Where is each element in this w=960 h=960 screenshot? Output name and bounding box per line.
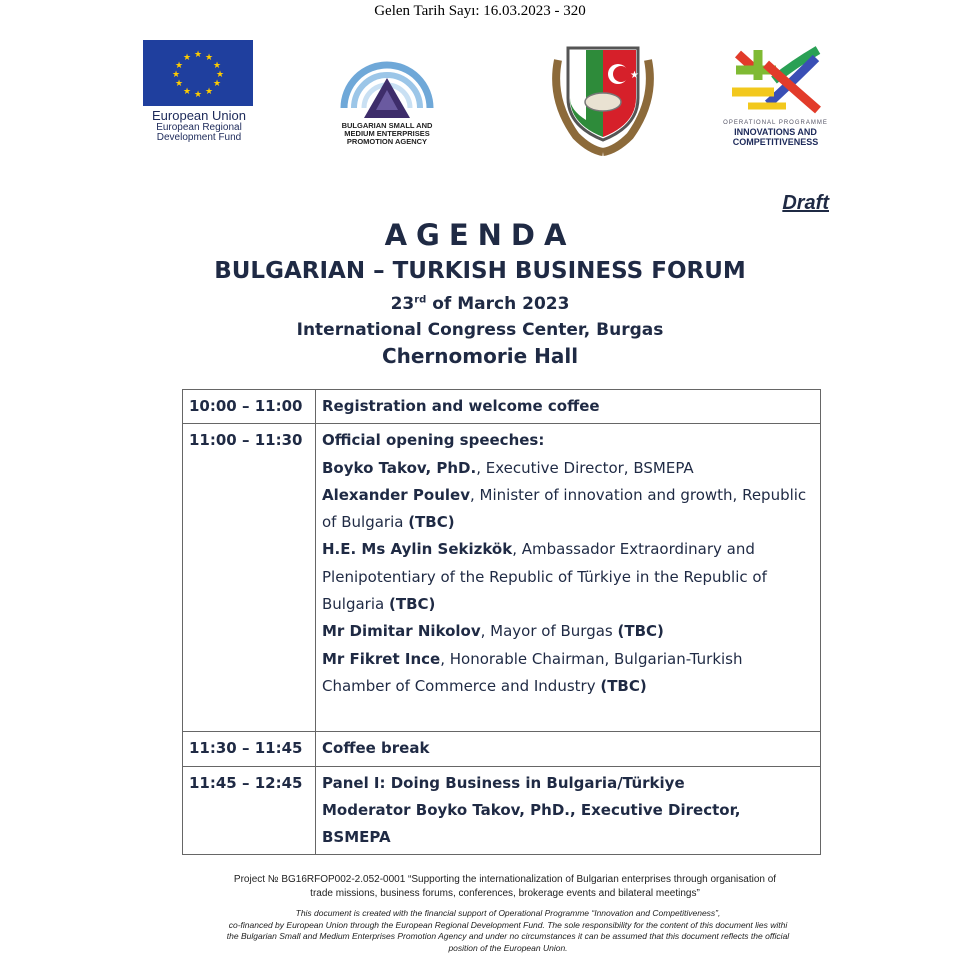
speaker-name: Mr Fikret Ince — [322, 649, 441, 668]
eu-logo-caption — [140, 109, 258, 144]
table-row — [183, 766, 821, 855]
disclaimer-line1: This document is created with the financial support of Operational Programme “Innovation and Competitiveness”, — [295, 908, 721, 918]
tbc-label: (TBC) — [408, 513, 455, 532]
chamber-emblem-logo — [546, 40, 660, 156]
speaker-1 — [322, 455, 814, 482]
speaker-3-cont2 — [322, 591, 814, 618]
speaker-role: Chamber of Commerce and Industry — [322, 676, 601, 695]
opic-caption-line1: OPERATIONAL PROGRAMME — [723, 120, 828, 126]
tbc-label: (TBC) — [388, 595, 436, 614]
agenda-time: 11:30 – 11:45 — [183, 732, 316, 766]
speaker-2-cont — [322, 509, 814, 536]
agenda-time: 11:45 – 12:45 — [183, 766, 316, 855]
svg-text:★: ★ — [174, 61, 184, 71]
panel-moderator-cont: BSMEPA — [322, 828, 391, 847]
eu-flag-logo — [143, 40, 253, 106]
speaker-3-cont: Plenipotentiary of the Republic of Türkiye in the Republic of — [322, 567, 767, 586]
svg-text:★: ★ — [182, 53, 192, 63]
svg-text:★: ★ — [204, 87, 214, 97]
agenda-title: AGENDA — [384, 218, 576, 252]
disclaimer-line4: position of the European Union. — [448, 942, 568, 953]
bsmepa-caption-line1: BULGARIAN SMALL AND — [341, 121, 433, 130]
speaker-role: , Executive Director, BSMEPA — [476, 458, 694, 477]
disclaimer-line2: co-financed by European Union through the European Regional Development Fund. The sole responsibility for the content of this document lies withi — [228, 919, 788, 930]
agenda-item — [316, 766, 821, 855]
bsmepa-logo — [338, 38, 436, 122]
svg-text:★: ★ — [212, 79, 222, 89]
agenda-table — [182, 389, 821, 855]
speaker-role: of Bulgaria — [322, 513, 409, 532]
agenda-item-title: Official opening speeches: — [322, 431, 545, 450]
disclaimer-line3: the Bulgarian Small and Medium Enterprises Promotion Agency and under no circumstances it can be assumed that this document reflects the official — [226, 931, 790, 941]
bsmepa-caption-line3: PROMOTION AGENCY — [346, 136, 428, 146]
svg-text:★: ★ — [174, 79, 184, 89]
speaker-role: , Mayor of Burgas — [480, 622, 618, 641]
speaker-3 — [322, 536, 814, 563]
date-suffix: rd — [414, 294, 427, 306]
agenda-item — [316, 732, 821, 766]
svg-text:★: ★ — [171, 70, 181, 80]
opic-programme-logo — [728, 44, 822, 116]
speaker-role: , Honorable Chairman, Bulgarian-Turkish — [440, 649, 743, 668]
event-venue: International Congress Center, Burgas — [296, 320, 664, 340]
tbc-label: (TBC) — [600, 676, 647, 695]
speaker-5-cont — [322, 673, 814, 700]
forum-title: BULGARIAN – TURKISH BUSINESS FORUM — [214, 258, 746, 284]
speaker-name: Mr Dimitar Nikolov — [322, 622, 481, 641]
svg-text:★: ★ — [182, 87, 192, 97]
agenda-item-title: Panel I: Doing Business in Bulgaria/Türkiye — [322, 773, 685, 792]
speaker-name: H.E. Ms Aylin Sekizkök — [322, 540, 513, 559]
svg-text:★: ★ — [193, 50, 203, 60]
svg-text:★: ★ — [193, 90, 203, 100]
bsmepa-caption-line2: MEDIUM ENTERPRISES — [344, 128, 430, 138]
opic-caption-line3: COMPETITIVENESS — [732, 136, 819, 147]
eu-caption-line1: European Union — [152, 108, 246, 123]
svg-text:★: ★ — [204, 53, 214, 63]
speaker-role: , Ambassador Extraordinary and — [512, 540, 755, 559]
agenda-item-title: Registration and welcome coffee — [322, 397, 600, 415]
agenda-item — [316, 424, 821, 732]
speaker-name: Alexander Poulev — [322, 485, 471, 504]
eu-caption-line2: European Regional — [156, 121, 242, 133]
opic-caption-line2: INNOVATIONS AND — [734, 127, 817, 138]
agenda-item — [316, 390, 821, 424]
project-line2: trade missions, business forums, conferences, brokerage events and bilateral meetings” — [310, 888, 700, 899]
svg-text:★: ★ — [630, 70, 639, 81]
project-line1: Project № BG16RFOP002-2.052-0001 “Supporting the internationalization of Bulgarian enterprises through organisation of — [233, 874, 777, 885]
agenda-time: 11:00 – 11:30 — [183, 424, 316, 732]
speaker-role: Bulgaria — [322, 595, 389, 614]
table-row — [183, 424, 821, 732]
agenda-item-title: Coffee break — [322, 739, 430, 758]
date-rest: of March 2023 — [426, 294, 570, 314]
speaker-role: , Minister of innovation and growth, Republic — [470, 485, 807, 504]
speaker-name: Boyko Takov, PhD. — [322, 458, 477, 477]
date-day: 23 — [390, 294, 415, 314]
funding-disclaimer — [168, 908, 848, 954]
event-hall: Chernomorie Hall — [381, 344, 579, 368]
svg-text:★: ★ — [215, 70, 225, 80]
event-date — [0, 294, 960, 314]
project-info — [180, 873, 830, 901]
speaker-5 — [322, 646, 814, 673]
tbc-label: (TBC) — [617, 622, 664, 641]
opic-logo-caption — [708, 120, 843, 147]
incoming-date-stamp: Gelen Tarih Sayı: 16.03.2023 - 320 — [374, 3, 586, 19]
speaker-4 — [322, 618, 814, 645]
draft-label: Draft — [782, 192, 829, 214]
table-row — [183, 732, 821, 766]
svg-text:★: ★ — [212, 61, 222, 71]
panel-moderator: Moderator Boyko Takov, PhD., Executive Director, — [322, 800, 741, 819]
bsmepa-logo-caption — [328, 122, 446, 146]
speaker-2 — [322, 482, 814, 509]
table-row — [183, 390, 821, 424]
agenda-time: 10:00 – 11:00 — [183, 390, 316, 424]
eu-caption-line3: Development Fund — [156, 132, 242, 144]
